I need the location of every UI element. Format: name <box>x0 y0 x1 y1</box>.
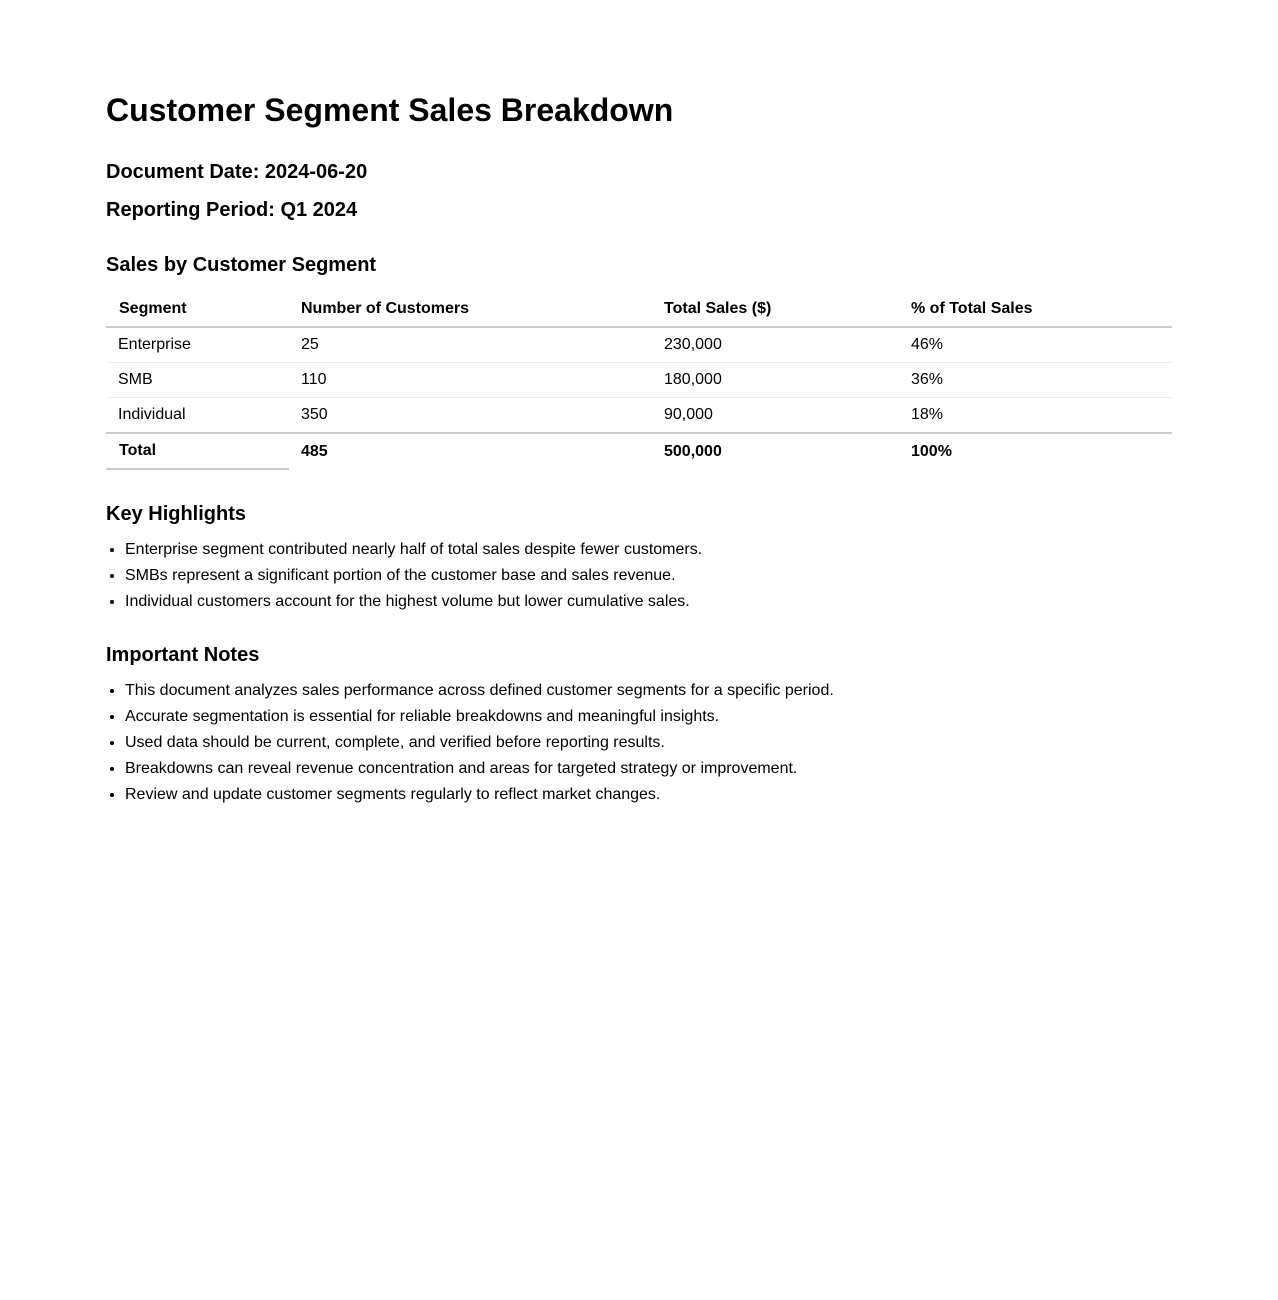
notes-list <box>106 678 834 808</box>
list-item: • Individual customers account for the highest volume but lower cumulative sales. <box>125 589 702 615</box>
cell-total-percent: 100% <box>899 433 1172 469</box>
cell-segment: Enterprise <box>106 327 289 363</box>
cell-total-sales: 230,000 <box>652 327 899 363</box>
highlights-heading: Key Highlights <box>106 503 247 525</box>
cell-total-sales: 180,000 <box>652 363 899 398</box>
cell-customers: 25 <box>289 327 652 363</box>
cell-customers: 350 <box>289 398 652 434</box>
cell-percent: 36% <box>899 363 1172 398</box>
highlights-list <box>106 537 702 615</box>
list-item: • Breakdowns can reveal revenue concentration and areas for targeted strategy or improvement. <box>125 756 834 782</box>
cell-percent: 46% <box>899 327 1172 363</box>
column-header-percent: % of Total Sales <box>899 292 1172 327</box>
document-date: Document Date: 2024-06-20 <box>106 161 368 183</box>
list-item: • Accurate segmentation is essential for reliable breakdowns and meaningful insights. <box>125 704 834 730</box>
table-header-row <box>106 292 1172 327</box>
table-total-row <box>106 433 1172 469</box>
table-row <box>106 327 1172 363</box>
cell-percent: 18% <box>899 398 1172 434</box>
sales-table-heading: Sales by Customer Segment <box>106 254 377 276</box>
cell-segment: Individual <box>106 398 289 434</box>
cell-total-sales: 90,000 <box>652 398 899 434</box>
table-row <box>106 363 1172 398</box>
cell-total-sales-sum: 500,000 <box>652 433 899 469</box>
cell-customers: 110 <box>289 363 652 398</box>
list-item: • This document analyzes sales performance across defined customer segments for a specific period. <box>125 678 834 704</box>
column-header-segment: Segment <box>106 292 289 327</box>
list-item: • Enterprise segment contributed nearly half of total sales despite fewer customers. <box>125 537 702 563</box>
column-header-total-sales: Total Sales ($) <box>652 292 899 327</box>
reporting-period: Reporting Period: Q1 2024 <box>106 199 358 221</box>
list-item: • Used data should be current, complete, and verified before reporting results. <box>125 730 834 756</box>
notes-heading: Important Notes <box>106 644 260 666</box>
cell-segment: SMB <box>106 363 289 398</box>
cell-total-customers: 485 <box>289 433 652 469</box>
column-header-customers: Number of Customers <box>289 292 652 327</box>
list-item: • Review and update customer segments regularly to reflect market changes. <box>125 782 834 808</box>
list-item: • SMBs represent a significant portion of the customer base and sales revenue. <box>125 563 702 589</box>
cell-total-label: Total <box>106 433 289 469</box>
sales-by-segment-table <box>106 292 1172 470</box>
page-title: Customer Segment Sales Breakdown <box>106 92 674 128</box>
table-row <box>106 398 1172 434</box>
